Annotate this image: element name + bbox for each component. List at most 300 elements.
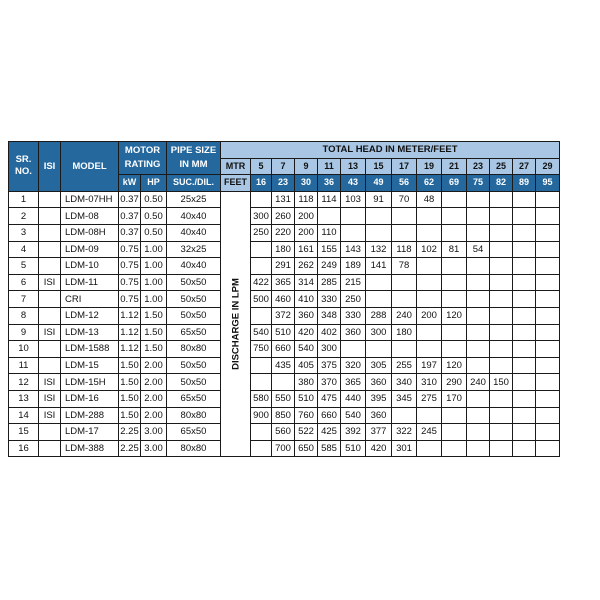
discharge-value-cell <box>513 357 536 374</box>
discharge-value-cell: 375 <box>318 357 341 374</box>
discharge-value-cell: 750 <box>251 341 272 358</box>
model-cell: LDM-08 <box>61 208 119 225</box>
table-row <box>9 357 560 374</box>
pump-spec-table <box>8 141 560 457</box>
table-row <box>9 291 560 308</box>
discharge-value-cell <box>513 440 536 457</box>
pipe-size-cell: 50x50 <box>167 374 221 391</box>
discharge-value-cell <box>536 407 560 424</box>
pipe-size-cell: 65x50 <box>167 424 221 441</box>
discharge-value-cell <box>442 424 467 441</box>
discharge-value-cell: 322 <box>392 424 417 441</box>
discharge-value-cell: 301 <box>392 440 417 457</box>
discharge-value-cell <box>536 307 560 324</box>
header-pipe-size: PIPE SIZE IN MM <box>167 142 221 175</box>
discharge-value-cell: 660 <box>272 341 295 358</box>
discharge-value-cell: 330 <box>318 291 341 308</box>
discharge-value-cell <box>467 324 490 341</box>
sr-no-cell: 14 <box>9 407 39 424</box>
discharge-value-cell: 249 <box>318 258 341 275</box>
discharge-value-cell <box>341 341 366 358</box>
head-feet-12: 95 <box>536 175 560 192</box>
discharge-value-cell: 180 <box>392 324 417 341</box>
discharge-value-cell <box>536 424 560 441</box>
discharge-value-cell: 405 <box>295 357 318 374</box>
isi-cell <box>39 341 61 358</box>
discharge-value-cell <box>417 258 442 275</box>
discharge-value-cell <box>490 224 513 241</box>
isi-cell: ISI <box>39 374 61 391</box>
header-motor-rating: MOTOR RATING <box>119 142 167 175</box>
discharge-value-cell: 360 <box>341 324 366 341</box>
kw-cell: 1.50 <box>119 357 141 374</box>
discharge-value-cell <box>490 424 513 441</box>
discharge-value-cell: 330 <box>341 307 366 324</box>
discharge-value-cell: 372 <box>272 307 295 324</box>
head-mtr-10: 25 <box>490 158 513 175</box>
discharge-value-cell <box>417 291 442 308</box>
discharge-value-cell <box>513 307 536 324</box>
isi-cell: ISI <box>39 390 61 407</box>
discharge-value-cell: 660 <box>318 407 341 424</box>
discharge-value-cell: 540 <box>341 407 366 424</box>
discharge-value-cell: 365 <box>272 274 295 291</box>
discharge-value-cell <box>341 208 366 225</box>
discharge-value-cell <box>417 341 442 358</box>
discharge-value-cell <box>490 208 513 225</box>
sr-no-cell: 3 <box>9 224 39 241</box>
discharge-value-cell: 360 <box>366 407 392 424</box>
discharge-value-cell: 275 <box>417 390 442 407</box>
hp-cell: 1.00 <box>141 291 167 308</box>
table-row <box>9 224 560 241</box>
discharge-value-cell: 291 <box>272 258 295 275</box>
table-row <box>9 274 560 291</box>
kw-cell: 2.25 <box>119 424 141 441</box>
head-mtr-2: 9 <box>295 158 318 175</box>
hp-cell: 1.50 <box>141 324 167 341</box>
pipe-size-cell: 80x80 <box>167 341 221 358</box>
discharge-value-cell: 132 <box>366 241 392 258</box>
discharge-value-cell: 435 <box>272 357 295 374</box>
discharge-value-cell: 475 <box>318 390 341 407</box>
sr-no-cell: 4 <box>9 241 39 258</box>
kw-cell: 1.12 <box>119 324 141 341</box>
discharge-value-cell: 215 <box>341 274 366 291</box>
model-cell: LDM-10 <box>61 258 119 275</box>
discharge-value-cell <box>536 324 560 341</box>
discharge-value-cell: 510 <box>295 390 318 407</box>
discharge-value-cell <box>513 341 536 358</box>
discharge-value-cell: 290 <box>442 374 467 391</box>
discharge-label: DISCHARGE IN LPM <box>230 278 241 370</box>
discharge-value-cell: 550 <box>272 390 295 407</box>
discharge-value-cell <box>467 291 490 308</box>
kw-cell: 1.12 <box>119 307 141 324</box>
header-kw: kW <box>119 175 141 192</box>
discharge-value-cell: 310 <box>417 374 442 391</box>
hp-cell: 1.00 <box>141 274 167 291</box>
discharge-value-cell: 141 <box>366 258 392 275</box>
discharge-value-cell <box>392 341 417 358</box>
discharge-value-cell <box>467 224 490 241</box>
discharge-value-cell <box>467 357 490 374</box>
head-mtr-11: 27 <box>513 158 536 175</box>
model-cell: LDM-07HH <box>61 191 119 208</box>
head-feet-2: 30 <box>295 175 318 192</box>
discharge-value-cell: 180 <box>272 241 295 258</box>
head-mtr-4: 13 <box>341 158 366 175</box>
discharge-value-cell: 300 <box>318 341 341 358</box>
discharge-value-cell: 585 <box>318 440 341 457</box>
header-mtr-label: MTR <box>221 158 251 175</box>
discharge-value-cell <box>490 357 513 374</box>
discharge-value-cell: 200 <box>295 224 318 241</box>
discharge-value-cell: 360 <box>295 307 318 324</box>
sr-no-cell: 5 <box>9 258 39 275</box>
discharge-value-cell: 189 <box>341 258 366 275</box>
discharge-value-cell <box>467 307 490 324</box>
discharge-value-cell <box>467 208 490 225</box>
hp-cell: 2.00 <box>141 407 167 424</box>
sr-no-cell: 10 <box>9 341 39 358</box>
discharge-value-cell <box>442 191 467 208</box>
discharge-value-cell: 118 <box>295 191 318 208</box>
discharge-value-cell <box>513 224 536 241</box>
discharge-value-cell: 114 <box>318 191 341 208</box>
discharge-value-cell: 161 <box>295 241 318 258</box>
discharge-value-cell <box>490 291 513 308</box>
discharge-value-cell: 540 <box>251 324 272 341</box>
pipe-size-cell: 50x50 <box>167 274 221 291</box>
table-row <box>9 390 560 407</box>
discharge-value-cell: 200 <box>417 307 442 324</box>
discharge-value-cell <box>417 324 442 341</box>
discharge-value-cell: 48 <box>417 191 442 208</box>
discharge-value-cell <box>513 191 536 208</box>
head-mtr-3: 11 <box>318 158 341 175</box>
hp-cell: 3.00 <box>141 440 167 457</box>
kw-cell: 1.12 <box>119 341 141 358</box>
head-mtr-1: 7 <box>272 158 295 175</box>
discharge-value-cell <box>318 208 341 225</box>
discharge-value-cell: 420 <box>366 440 392 457</box>
discharge-value-cell <box>442 291 467 308</box>
table-row <box>9 324 560 341</box>
kw-cell: 1.50 <box>119 374 141 391</box>
discharge-value-cell: 240 <box>467 374 490 391</box>
discharge-value-cell: 70 <box>392 191 417 208</box>
discharge-value-cell <box>536 357 560 374</box>
discharge-value-cell: 392 <box>341 424 366 441</box>
discharge-label-cell <box>221 191 251 457</box>
discharge-value-cell: 250 <box>251 224 272 241</box>
discharge-value-cell: 220 <box>272 224 295 241</box>
sr-no-cell: 13 <box>9 390 39 407</box>
discharge-value-cell <box>417 274 442 291</box>
header-suc-dil: SUC./DIL. <box>167 175 221 192</box>
discharge-value-cell <box>392 208 417 225</box>
discharge-value-cell <box>513 390 536 407</box>
discharge-value-cell: 131 <box>272 191 295 208</box>
discharge-value-cell <box>251 440 272 457</box>
kw-cell: 0.37 <box>119 208 141 225</box>
discharge-value-cell <box>392 274 417 291</box>
hp-cell: 0.50 <box>141 191 167 208</box>
discharge-value-cell <box>417 208 442 225</box>
discharge-value-cell: 580 <box>251 390 272 407</box>
discharge-value-cell <box>251 307 272 324</box>
discharge-value-cell <box>536 274 560 291</box>
header-total-head: TOTAL HEAD IN METER/FEET <box>221 142 560 159</box>
head-feet-4: 43 <box>341 175 366 192</box>
kw-cell: 0.37 <box>119 224 141 241</box>
discharge-value-cell: 54 <box>467 241 490 258</box>
head-mtr-0: 5 <box>251 158 272 175</box>
discharge-value-cell: 143 <box>341 241 366 258</box>
discharge-value-cell <box>442 258 467 275</box>
model-cell: CRI <box>61 291 119 308</box>
header-sr-no: SR. NO. <box>9 142 39 192</box>
discharge-value-cell <box>442 224 467 241</box>
hp-cell: 3.00 <box>141 424 167 441</box>
discharge-value-cell <box>366 274 392 291</box>
model-cell: LDM-16 <box>61 390 119 407</box>
discharge-value-cell: 120 <box>442 307 467 324</box>
discharge-value-cell: 91 <box>366 191 392 208</box>
head-feet-0: 16 <box>251 175 272 192</box>
isi-cell: ISI <box>39 274 61 291</box>
isi-cell <box>39 258 61 275</box>
discharge-value-cell <box>341 224 366 241</box>
head-feet-7: 62 <box>417 175 442 192</box>
discharge-value-cell <box>467 407 490 424</box>
isi-cell <box>39 307 61 324</box>
pipe-size-cell: 25x25 <box>167 191 221 208</box>
pipe-size-cell: 40x40 <box>167 258 221 275</box>
discharge-value-cell <box>536 208 560 225</box>
head-feet-11: 89 <box>513 175 536 192</box>
sr-no-cell: 9 <box>9 324 39 341</box>
pipe-size-cell: 40x40 <box>167 208 221 225</box>
model-cell: LDM-288 <box>61 407 119 424</box>
isi-cell <box>39 224 61 241</box>
header-hp: HP <box>141 175 167 192</box>
header-feet-label: FEET <box>221 175 251 192</box>
discharge-value-cell <box>251 191 272 208</box>
model-cell: LDM-13 <box>61 324 119 341</box>
discharge-value-cell <box>513 324 536 341</box>
kw-cell: 0.75 <box>119 291 141 308</box>
discharge-value-cell <box>513 241 536 258</box>
model-cell: LDM-15 <box>61 357 119 374</box>
discharge-value-cell: 288 <box>366 307 392 324</box>
discharge-value-cell: 320 <box>341 357 366 374</box>
discharge-value-cell <box>442 274 467 291</box>
head-feet-10: 82 <box>490 175 513 192</box>
kw-cell: 0.37 <box>119 191 141 208</box>
discharge-value-cell: 900 <box>251 407 272 424</box>
pipe-size-cell: 50x50 <box>167 307 221 324</box>
head-feet-8: 69 <box>442 175 467 192</box>
discharge-value-cell: 250 <box>341 291 366 308</box>
hp-cell: 2.00 <box>141 374 167 391</box>
discharge-value-cell: 380 <box>295 374 318 391</box>
discharge-value-cell <box>392 407 417 424</box>
discharge-value-cell <box>490 241 513 258</box>
discharge-value-cell: 314 <box>295 274 318 291</box>
hp-cell: 1.50 <box>141 307 167 324</box>
discharge-value-cell: 422 <box>251 274 272 291</box>
discharge-value-cell: 155 <box>318 241 341 258</box>
pipe-size-cell: 80x80 <box>167 440 221 457</box>
head-mtr-8: 21 <box>442 158 467 175</box>
discharge-value-cell <box>467 191 490 208</box>
discharge-value-cell <box>417 407 442 424</box>
discharge-value-cell <box>536 341 560 358</box>
discharge-value-cell <box>490 324 513 341</box>
hp-cell: 2.00 <box>141 390 167 407</box>
sr-no-cell: 12 <box>9 374 39 391</box>
model-cell: LDM-08H <box>61 224 119 241</box>
isi-cell <box>39 357 61 374</box>
discharge-value-cell <box>366 224 392 241</box>
discharge-value-cell: 262 <box>295 258 318 275</box>
sr-no-cell: 15 <box>9 424 39 441</box>
hp-cell: 0.50 <box>141 224 167 241</box>
head-mtr-12: 29 <box>536 158 560 175</box>
discharge-value-cell <box>513 424 536 441</box>
table-row <box>9 341 560 358</box>
discharge-value-cell: 78 <box>392 258 417 275</box>
table-row <box>9 241 560 258</box>
head-feet-6: 56 <box>392 175 417 192</box>
discharge-value-cell: 300 <box>366 324 392 341</box>
sr-no-cell: 1 <box>9 191 39 208</box>
discharge-value-cell <box>490 440 513 457</box>
table-row <box>9 440 560 457</box>
discharge-value-cell: 81 <box>442 241 467 258</box>
model-cell: LDM-15H <box>61 374 119 391</box>
discharge-value-cell <box>366 341 392 358</box>
discharge-value-cell: 345 <box>392 390 417 407</box>
discharge-value-cell <box>513 291 536 308</box>
discharge-value-cell: 500 <box>251 291 272 308</box>
discharge-value-cell: 340 <box>392 374 417 391</box>
kw-cell: 0.75 <box>119 274 141 291</box>
discharge-value-cell: 200 <box>295 208 318 225</box>
discharge-value-cell: 510 <box>341 440 366 457</box>
discharge-value-cell <box>513 374 536 391</box>
discharge-value-cell: 110 <box>318 224 341 241</box>
discharge-value-cell <box>366 291 392 308</box>
discharge-value-cell: 120 <box>442 357 467 374</box>
discharge-value-cell <box>490 274 513 291</box>
head-mtr-7: 19 <box>417 158 442 175</box>
table-row <box>9 191 560 208</box>
discharge-value-cell: 402 <box>318 324 341 341</box>
discharge-value-cell <box>513 274 536 291</box>
discharge-value-cell: 850 <box>272 407 295 424</box>
discharge-value-cell <box>490 390 513 407</box>
kw-cell: 1.50 <box>119 390 141 407</box>
head-mtr-9: 23 <box>467 158 490 175</box>
pipe-size-cell: 65x50 <box>167 390 221 407</box>
model-cell: LDM-11 <box>61 274 119 291</box>
model-cell: LDM-1588 <box>61 341 119 358</box>
kw-cell: 2.25 <box>119 440 141 457</box>
model-cell: LDM-388 <box>61 440 119 457</box>
discharge-value-cell: 700 <box>272 440 295 457</box>
discharge-value-cell <box>392 224 417 241</box>
discharge-value-cell: 522 <box>295 424 318 441</box>
discharge-value-cell: 118 <box>392 241 417 258</box>
discharge-value-cell <box>366 208 392 225</box>
pipe-size-cell: 80x80 <box>167 407 221 424</box>
table-row <box>9 374 560 391</box>
isi-cell <box>39 424 61 441</box>
sr-no-cell: 16 <box>9 440 39 457</box>
discharge-value-cell <box>467 258 490 275</box>
head-feet-9: 75 <box>467 175 490 192</box>
head-feet-1: 23 <box>272 175 295 192</box>
isi-cell <box>39 191 61 208</box>
model-cell: LDM-09 <box>61 241 119 258</box>
discharge-value-cell: 170 <box>442 390 467 407</box>
isi-cell <box>39 208 61 225</box>
discharge-value-cell <box>251 374 272 391</box>
hp-cell: 1.00 <box>141 258 167 275</box>
discharge-value-cell <box>490 341 513 358</box>
hp-cell: 1.50 <box>141 341 167 358</box>
head-feet-3: 36 <box>318 175 341 192</box>
discharge-value-cell <box>467 440 490 457</box>
discharge-value-cell: 360 <box>366 374 392 391</box>
discharge-value-cell: 365 <box>341 374 366 391</box>
discharge-value-cell: 410 <box>295 291 318 308</box>
head-mtr-5: 15 <box>366 158 392 175</box>
discharge-value-cell: 420 <box>295 324 318 341</box>
isi-cell: ISI <box>39 407 61 424</box>
discharge-value-cell: 260 <box>272 208 295 225</box>
discharge-value-cell: 305 <box>366 357 392 374</box>
pipe-size-cell: 50x50 <box>167 357 221 374</box>
discharge-value-cell: 240 <box>392 307 417 324</box>
discharge-value-cell: 370 <box>318 374 341 391</box>
discharge-value-cell <box>442 407 467 424</box>
discharge-value-cell: 377 <box>366 424 392 441</box>
discharge-value-cell <box>536 390 560 407</box>
discharge-value-cell: 540 <box>295 341 318 358</box>
discharge-value-cell: 197 <box>417 357 442 374</box>
discharge-value-cell: 425 <box>318 424 341 441</box>
discharge-value-cell <box>536 440 560 457</box>
discharge-value-cell <box>513 208 536 225</box>
table-row <box>9 208 560 225</box>
discharge-value-cell <box>490 407 513 424</box>
discharge-value-cell <box>392 291 417 308</box>
discharge-value-cell <box>251 357 272 374</box>
discharge-value-cell <box>536 191 560 208</box>
discharge-value-cell: 760 <box>295 407 318 424</box>
discharge-value-cell <box>251 258 272 275</box>
kw-cell: 0.75 <box>119 241 141 258</box>
discharge-value-cell <box>536 224 560 241</box>
discharge-value-cell <box>442 208 467 225</box>
sr-no-cell: 11 <box>9 357 39 374</box>
discharge-value-cell: 650 <box>295 440 318 457</box>
kw-cell: 0.75 <box>119 258 141 275</box>
